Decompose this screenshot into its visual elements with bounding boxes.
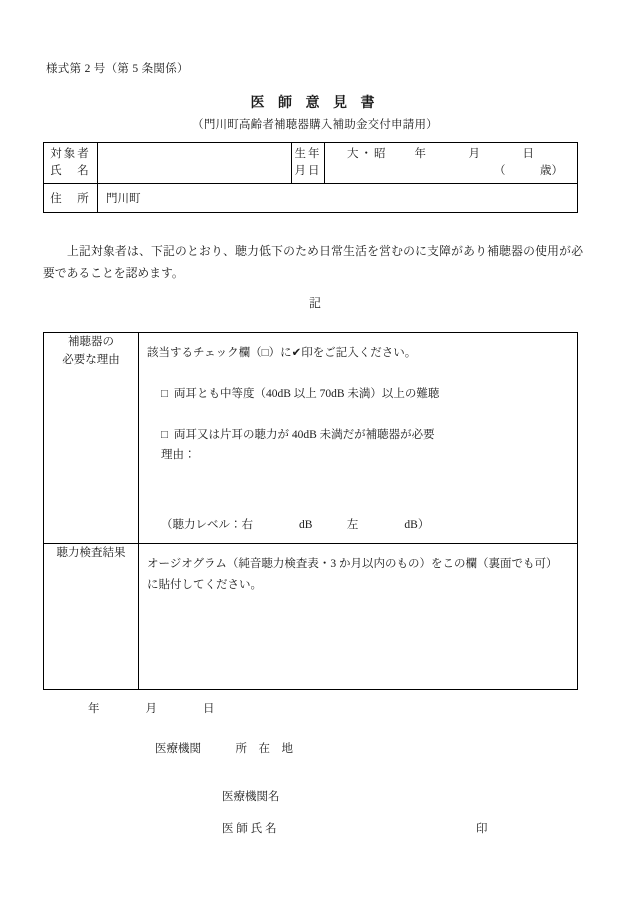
seal-marker: 印 <box>476 823 488 835</box>
dob-age-line: （ 歳） <box>494 165 563 177</box>
subject-name-field[interactable] <box>98 143 292 184</box>
audiogram-instruction-line2: に貼付してください。 <box>147 579 262 591</box>
page-subtitle: （門川町高齢者補聴器購入補助金交付申請用） <box>192 119 438 131</box>
audiogram-row-label-text: 聴力検査結果 <box>56 547 126 559</box>
signature-date-line[interactable]: 年 月 日 <box>88 703 215 715</box>
reason-row-content <box>139 333 578 544</box>
checkbox-option-1-label: 両耳とも中等度（40dB 以上 70dB 未満）以上の難聴 <box>173 388 440 400</box>
reason-row-label-line2: 必要な理由 <box>62 354 120 366</box>
audiogram-row-label <box>44 544 139 690</box>
form-number: 様式第 2 号（第 5 条関係） <box>46 63 189 75</box>
checkbox-option-1[interactable] <box>147 384 577 404</box>
institution-address-line[interactable]: 医療機関 所 在 地 <box>155 743 293 755</box>
address-label: 住 所 <box>44 184 98 213</box>
subject-name-label <box>44 143 98 184</box>
dob-label-line1: 生年 <box>294 148 322 160</box>
dob-label <box>292 143 325 184</box>
table-row <box>44 333 578 544</box>
declaration-statement: 上記対象者は、下記のとおり、聴力低下のため日常生活を営むのに支障があり補聴器の使用が必要であることを認めます。 <box>43 244 583 280</box>
dob-era-line: 大・昭 年 月 日 <box>347 148 536 160</box>
checkbox-option-2-label: 両耳又は片耳の聴力が 40dB 未満だが補聴器が必要 <box>173 429 435 441</box>
checkbox-icon[interactable]: □ <box>161 429 168 441</box>
subject-name-label-line1: 対象者 <box>50 148 91 160</box>
page-title: 医 師 意 見 書 <box>250 96 380 111</box>
subject-name-label-line2: 氏 名 <box>50 165 91 177</box>
subject-info-table <box>43 142 578 213</box>
doctor-name-line[interactable]: 医 師 氏 名 <box>222 823 277 835</box>
institution-name-line[interactable]: 医療機関名 <box>222 791 280 803</box>
audiogram-instruction-line1: オージオグラム（純音聴力検査表・3 か月以内のもの）をこの欄（裏面でも可） <box>147 558 558 570</box>
ki-marker: 記 <box>308 296 321 310</box>
reason-free-text-label[interactable]: 理由： <box>161 449 196 461</box>
medical-opinion-table <box>43 332 578 690</box>
hearing-level-line[interactable]: （聴力レベル：右 dB 左 dB） <box>161 519 430 531</box>
checkbox-option-2[interactable] <box>147 425 577 445</box>
checkbox-instruction: 該当するチェック欄（□）に✔印をご記入ください。 <box>147 347 417 359</box>
audiogram-row-content[interactable] <box>139 544 578 690</box>
reason-row-label-line1: 補聴器の <box>68 336 114 348</box>
checkbox-icon[interactable]: □ <box>161 388 168 400</box>
table-row <box>44 184 578 213</box>
dob-label-line2: 月日 <box>294 165 322 177</box>
table-row <box>44 544 578 690</box>
table-row <box>44 143 578 184</box>
address-field[interactable]: 門川町 <box>98 184 578 213</box>
reason-row-label <box>44 333 139 544</box>
dob-field[interactable] <box>325 143 578 184</box>
